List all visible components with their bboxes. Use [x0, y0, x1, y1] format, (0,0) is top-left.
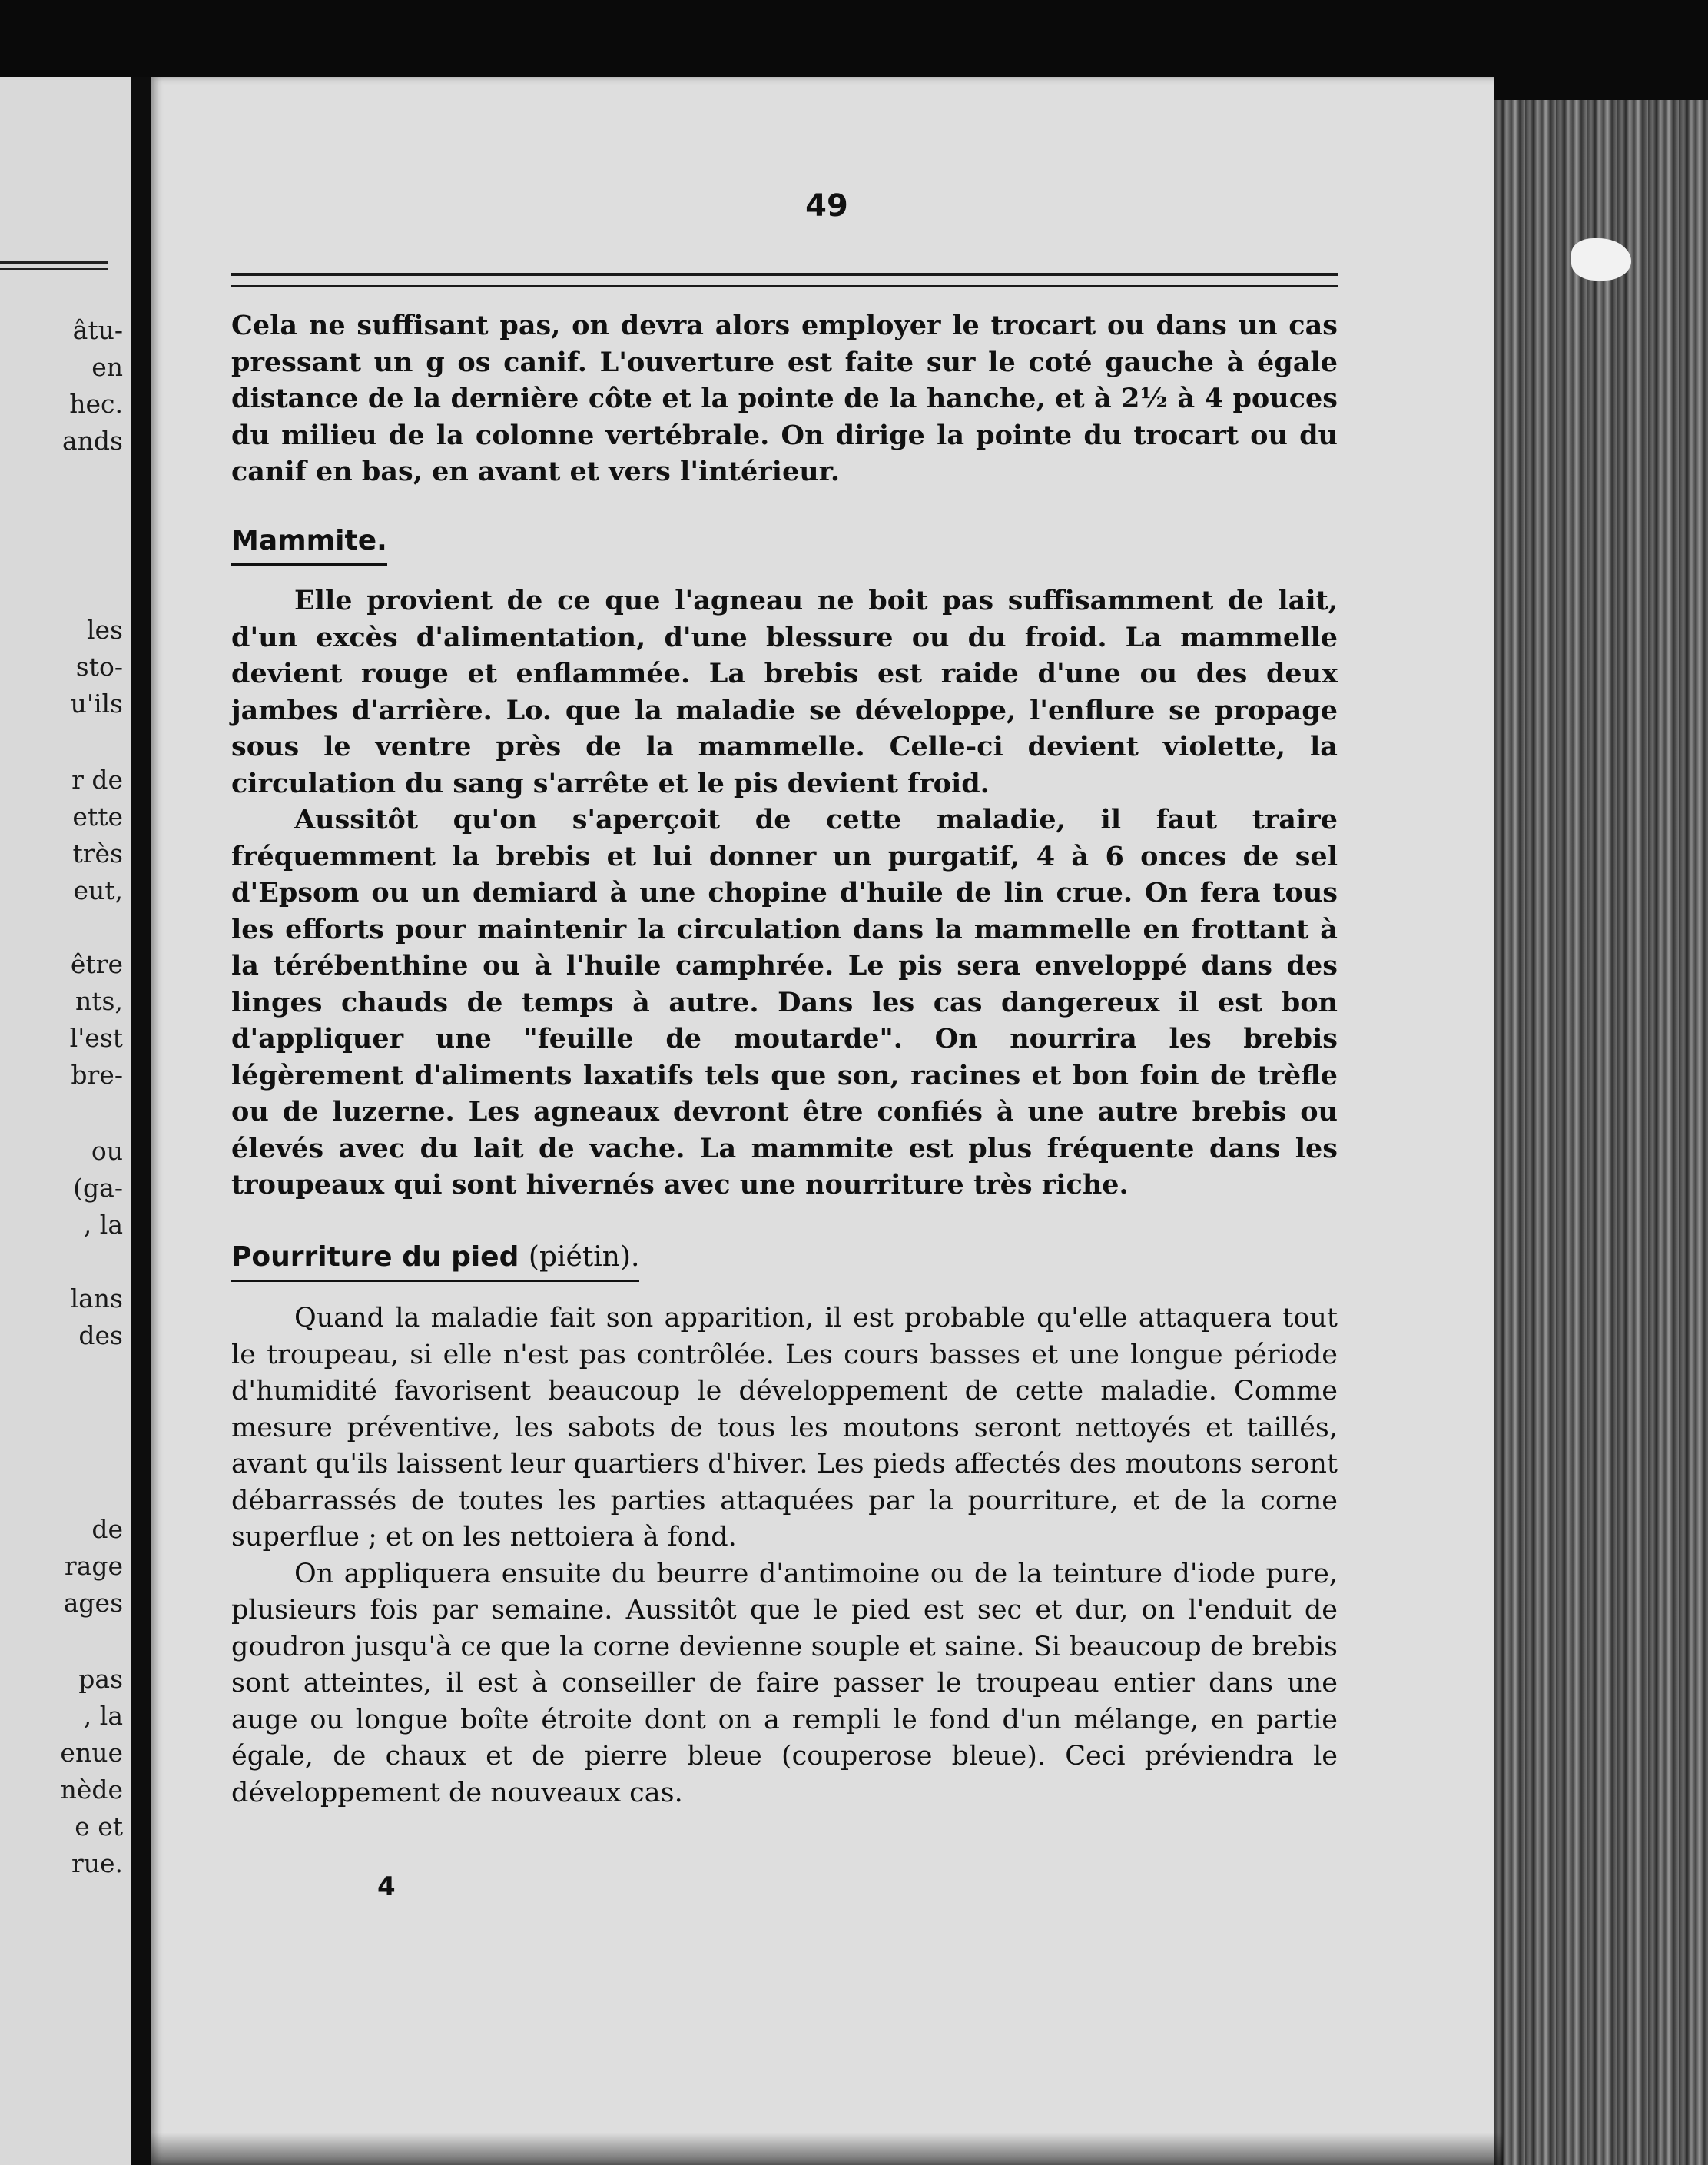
left-fragment: rage [64, 1551, 123, 1581]
left-fragment: , la [83, 1701, 123, 1731]
left-fragment: de [91, 1514, 123, 1544]
left-fragment: l'est [69, 1023, 123, 1053]
page-edges [1494, 100, 1708, 2165]
left-fragment: âtu- [72, 315, 123, 345]
left-fragment: ette [72, 802, 123, 832]
left-fragment: nède [60, 1775, 123, 1805]
left-page-fragment [0, 77, 131, 2165]
pourriture-paragraph: On appliquera ensuite du beurre d'antimoine ou de la teinture d'iode pure, plusieurs fois par semaine. Aussitôt que le pied est sec et dur, on l'enduit de goudron jusqu'à ce que la corne devienne souple et saine. Si beaucoup de brebis sont atteintes, il est à conseiller de faire passer le troupeau entier dans une auge ou longue boîte étroite dont on a rempli le fond d'un mélange, en partie égale, de chaux et de pierre bleue (couperose bleue). Ceci préviendra le développement de nouveaux cas. [231, 1558, 1338, 1808]
left-fragment: ages [63, 1588, 123, 1618]
left-fragment: les [86, 615, 123, 645]
section-heading-pourriture [231, 1239, 639, 1283]
left-fragment: eut, [73, 875, 123, 905]
left-fragment: être [70, 949, 123, 979]
left-fragment: pas [78, 1664, 123, 1694]
signature-mark: 4 [377, 1871, 396, 1902]
mammite-paragraph: Elle provient de ce que l'agneau ne boit pas suffisamment de lait, d'un excès d'alimentation, d'une blessure ou du froid. La mammelle devient rouge et enflammée. La brebis est raide d'une ou des deux jambes d'arrière. Lo. que la maladie se développe, l'enflure se propage sous le ventre près de la mammelle. Celle-ci devient violette, la circulation du sang s'arrête et le pis devient froid. [231, 585, 1338, 799]
page-number: 49 [805, 188, 848, 224]
bottom-shadow [151, 2133, 1503, 2165]
left-fragment: des [78, 1320, 123, 1350]
paper-blot [1571, 238, 1631, 281]
left-fragment: , la [83, 1210, 123, 1240]
left-fragment: bre- [71, 1060, 123, 1090]
heading-sub-text: (piétin). [528, 1240, 640, 1273]
section-heading-mammite: Mammite. [231, 523, 387, 566]
left-fragment: e et [75, 1811, 123, 1841]
left-fragment: en [91, 352, 123, 382]
header-rule [231, 273, 1338, 287]
main-page [151, 77, 1503, 2165]
left-fragment: nts, [75, 986, 123, 1016]
left-fragment: lans [70, 1283, 123, 1313]
left-fragment: r de [71, 765, 123, 795]
left-fragment: enue [60, 1738, 123, 1768]
left-fragment: sto- [75, 652, 123, 682]
pourriture-paragraph: Quand la maladie fait son apparition, il est probable qu'elle attaquera tout le troupeau, si elle n'est pas contrôlée. Les cours basses et une longue période d'humidité favorisent beaucoup le développement de cette maladie. Comme mesure préventive, les sabots de tous les moutons seront nettoyés et taillés, avant qu'ils laissent leur quartiers d'hiver. Les pieds affectés des moutons seront débarrassés de toutes les parties attaquées par la pourriture, et de la corne superflue ; et on les nettoiera à fond. [231, 1303, 1338, 1552]
left-fragment: ands [62, 426, 123, 456]
left-fragment: u'ils [70, 689, 123, 719]
mammite-paragraph: Aussitôt qu'on s'aperçoit de cette maladie, il faut traire fréquemment la brebis et lui donner un purgatif, 4 à 6 onces de sel d'Epsom ou un demiard à une chopine d'huile de lin crue. On fera tous les efforts pour maintenir la circulation dans la mammelle en frottant à la térébenthine ou à l'huile camphrée. Le pis sera enveloppé dans des linges chauds de temps à autre. Dans les cas dangereux il est bon d'appliquer une "feuille de moutarde". On nourrira les brebis légèrement d'aliments laxatifs tels que son, racines et bon foin de trèfle ou de luzerne. Les agneaux devront être confiés à une autre brebis ou élevés avec du lait de vache. La mammite est plus fréquente dans les troupeaux qui sont hivernés avec une nourriture très riche. [231, 804, 1338, 1200]
heading-main-text: Pourriture du pied [231, 1240, 519, 1273]
left-fragment: très [72, 838, 123, 868]
left-fragment: hec. [69, 389, 123, 419]
left-fragment: ou [91, 1136, 123, 1166]
left-page-rule [0, 261, 108, 270]
left-fragment: rue. [71, 1848, 123, 1878]
intro-paragraph: Cela ne suffisant pas, on devra alors employer le trocart ou dans un cas pressant un g os canif. L'ouverture est faite sur le coté gauche à égale distance de la dernière côte et la pointe de la hanche, et à 2½ à 4 pouces du milieu de la colonne vertébrale. On dirige la pointe du trocart ou du canif en bas, en avant et vers l'intérieur. [231, 310, 1338, 487]
page-body [231, 307, 1338, 1811]
left-fragment: (ga- [73, 1173, 123, 1203]
